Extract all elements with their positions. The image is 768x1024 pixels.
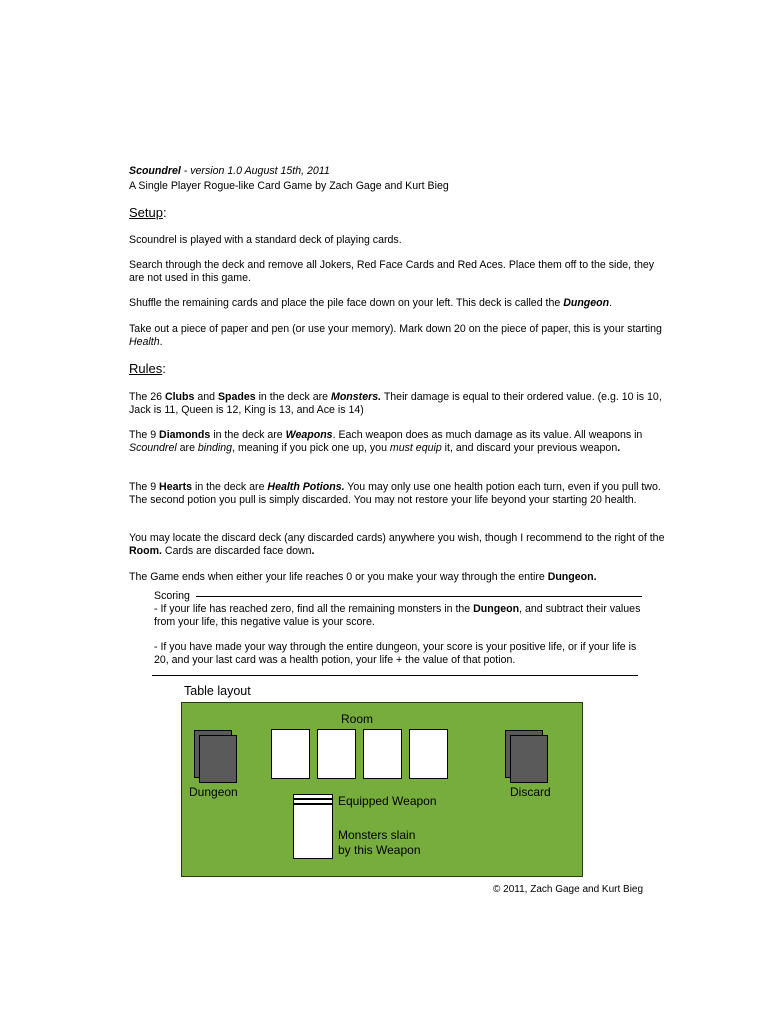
- room-card-3: [363, 729, 402, 779]
- rule-discard: You may locate the discard deck (any discarded cards) anywhere you wish, though I recommend to the right of the Room. Cards are discarded face down.: [129, 532, 665, 557]
- rule-game-end: The Game ends when either your life reaches 0 or you make your way through the entire Dungeon.: [129, 571, 597, 583]
- setup-heading: Setup:: [129, 205, 167, 220]
- scoring-divider: [196, 596, 642, 597]
- game-title: Scoundrel: [129, 165, 181, 177]
- rules-heading: Rules:: [129, 361, 166, 376]
- doc-subtitle: A Single Player Rogue-like Card Game by Zach Gage and Kurt Bieg: [129, 180, 449, 192]
- equipped-weapon-label: Equipped Weapon: [338, 794, 437, 808]
- version-text: - version 1.0 August 15th, 2011: [180, 165, 330, 177]
- rule-health-potions: The 9 Hearts in the deck are Health Potions. You may only use one health potion each turn, even if you pull two. The second potion you pull is simply discarded. You may not restore your life beyond your starting 20 health.: [129, 481, 661, 506]
- setup-paragraph-3: Shuffle the remaining cards and place the pile face down on your left. This deck is called the Dungeon.: [129, 297, 613, 309]
- setup-paragraph-2: Search through the deck and remove all Jokers, Red Face Cards and Red Aces. Place them off to the side, they are not used in this game.: [129, 259, 655, 284]
- copyright-text: © 2011, Zach Gage and Kurt Bieg: [493, 884, 644, 895]
- scoring-section: [154, 590, 642, 666]
- table-layout-label: Table layout: [184, 684, 251, 698]
- scoring-rule-2: - If you have made your way through the entire dungeon, your score is your positive life, or if your life is 20, and your last card was a health potion, your life + the value of that potion.: [154, 641, 637, 666]
- setup-paragraph-1: Scoundrel is played with a standard deck of playing cards.: [129, 234, 402, 246]
- doc-title: [129, 165, 330, 178]
- rule-monsters: The 26 Clubs and Spades in the deck are Monsters. Their damage is equal to their ordered value. (e.g. 10 is 10, Jack is 11, Queen is 12, King is 13, and Ace is 14): [129, 391, 662, 416]
- rule-weapons: The 9 Diamonds in the deck are Weapons. Each weapon does as much damage as its value. All weapons in Scoundrel are binding, meaning if you pick one up, you must equip it, and discard your previous weapon.: [129, 429, 643, 454]
- room-label: Room: [341, 712, 374, 726]
- setup-paragraph-4: Take out a piece of paper and pen (or use your memory). Mark down 20 on the piece of paper, this is your starting Health.: [129, 323, 662, 348]
- dungeon-deck-front: [199, 735, 237, 783]
- scoring-rule-1: - If your life has reached zero, find all the remaining monsters in the Dungeon, and subtract their values from your life, this negative value is your score.: [154, 603, 641, 628]
- discard-deck-front: [510, 735, 548, 783]
- dungeon-label: Dungeon: [189, 785, 238, 799]
- scoring-title-row: [154, 590, 642, 603]
- monsters-slain-card: [293, 804, 333, 859]
- monsters-slain-label-line-1: Monsters slain: [338, 828, 416, 842]
- scoring-bottom-divider: [152, 675, 638, 676]
- scoring-title: Scoring: [154, 590, 190, 602]
- room-card-2: [317, 729, 356, 779]
- table-layout-diagram: [181, 702, 583, 877]
- room-card-1: [271, 729, 310, 779]
- monsters-slain-label-line-2: by this Weapon: [338, 843, 421, 857]
- discard-label: Discard: [510, 785, 551, 799]
- room-card-4: [409, 729, 448, 779]
